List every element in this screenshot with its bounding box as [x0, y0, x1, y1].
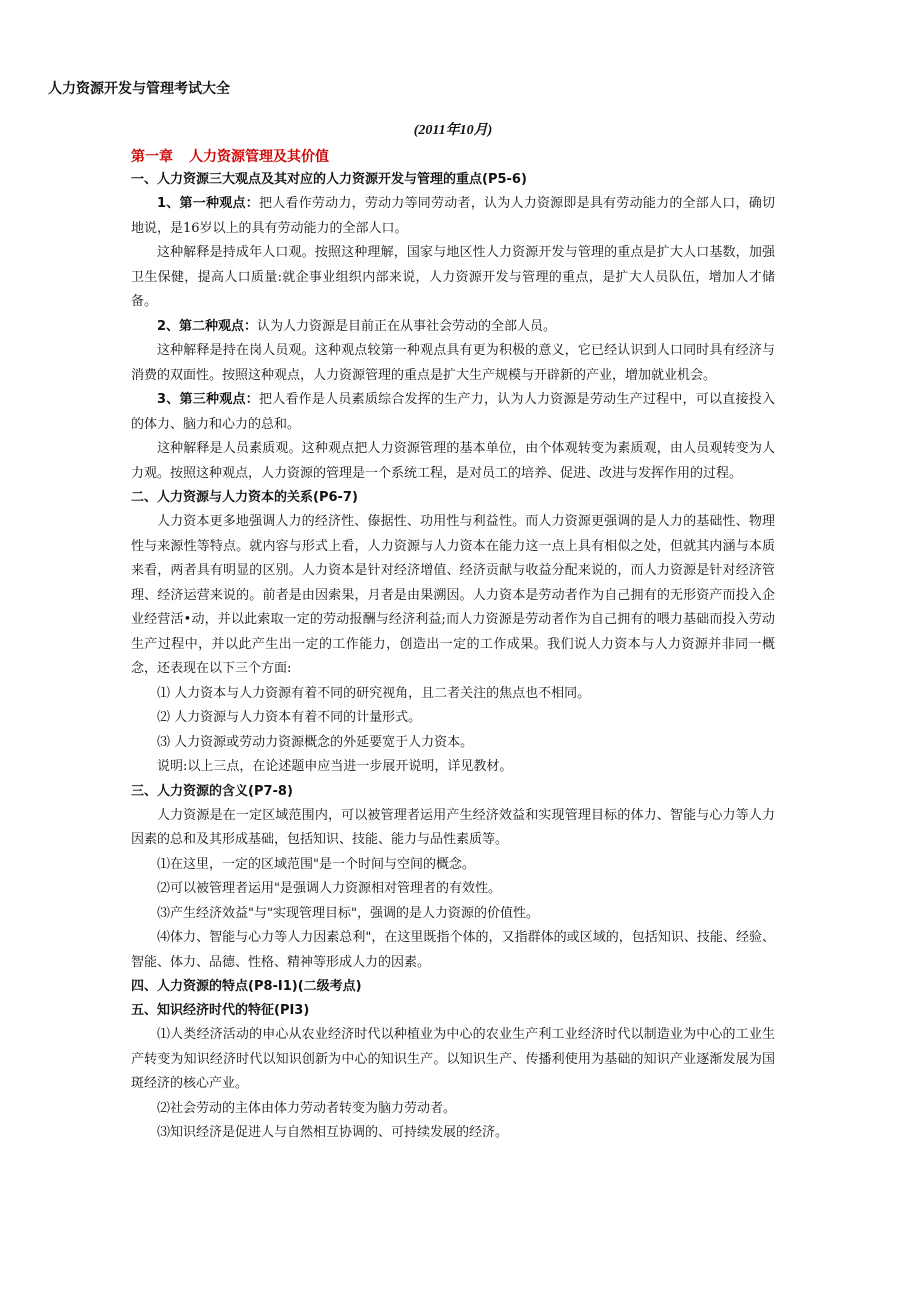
section-2-paragraph: 人力资本更多地强调人力的经济性、傣据性、功用性与利益性。而人力资源更强调的是人力的基础性、物理性与来源性等特点。就内容与形式上看，人力资源与人力资本在能力这一点上具有相似之处，但就其内涵与本质来看，两者具有明显的区别。人力资本是针对经济增值、经济贡献与收益分配来说的，而人力资源是针对经济管理、经济运营来说的。前者是由因索果，月者是由果溯因。人力资本是劳动者作为自己拥有的无形资产而投入企业经营活•动，并以此索取一定的劳动报酬与经济利益;而人力资源是劳动者作为自己拥有的喂力基础而投入劳动生产过程中，并以此产生出一定的工作能力，创造出一定的工作成果。我们说人力资本与人力资源并非同一概念，还表现在以下三个方面:: [131, 514, 775, 676]
section-heading-2: 二、人力资源与人力资本的关系(P6-7): [131, 490, 358, 505]
viewpoint-3-explanation: 这种解释是人员素质观。这种观点把人力资源管理的基本单位，由个体观转变为素质观，由人员观转变为人力观。按照这种观点，人力资源的管理是一个系统工程，是对员工的培养、促进、改进与发挥作用的过程。: [131, 441, 775, 481]
chapter-heading: [131, 146, 775, 168]
list-item: ⑵社会劳动的主体由体力劳动者转变为脑力劳动者。: [157, 1100, 457, 1116]
document-title: 人力资源开发与管理考试大全: [48, 81, 230, 97]
list-item: ⑶知识经济是促进人与自然相互协调的、可持续发展的经济。: [157, 1125, 509, 1140]
viewpoint-1-explanation: 这种解释是持成年人口观。按照这种理解，国家与地区性人力资源开发与管理的重点是扩大人口基数，加强卫生保健，提高人口质量:就企事业组织内部来说，人力资源开发与管理的重点，是扩大人员队伍，增加人才储备。: [131, 245, 775, 309]
viewpoint-2-explanation: 这种解释是持在岗人员观。这种观点较第一种观点具有更为积极的意义，它已经认识到人口同时具有经济与消费的双面性。按照这种观点，人力资源管理的重点是扩大生产规模与开辟新的产业，增加就业机会。: [131, 343, 775, 383]
viewpoint-2-label: 2、第二种观点：: [157, 318, 258, 334]
chapter-title: 人力资源管理及其价值: [189, 149, 329, 165]
list-item: ⑴ 人力资本与人力资源有着不同的研究视角，且二者关注的焦点也不相同。: [157, 685, 591, 701]
document-body: [131, 120, 775, 1146]
list-item: ⑵可以被管理者运用"是强调人力资源相对管理者的有效性。: [157, 881, 501, 896]
section-2-note: 说明:以上三点，在论述题申应当进一步展开说明，详见教材。: [157, 759, 513, 774]
list-item: ⑴在这里，一定的区域范围"是一个时间与空间的概念。: [157, 856, 475, 872]
list-item: ⑶产生经济效益"与"实现管理目标"，强调的是人力资源的价值性。: [157, 905, 539, 921]
document-date: (2011年10月): [413, 123, 493, 138]
viewpoint-1-label: 1、第一种观点：: [157, 196, 259, 211]
section-3-paragraph: 人力资源是在一定区域范围内，可以被管理者运用产生经济效益和实现管理目标的体力、智能与心力等人力因素的总和及其形成基础，包括知识、技能、能力与品性素质等。: [131, 807, 775, 847]
section-heading-5: 五、知识经济时代的特征(PI3): [131, 1003, 310, 1018]
viewpoint-1-text: 把人看作劳动力，劳动力等同劳动者，认为人力资源即是具有劳动能力的全部人口，确切地说，是16岁以上的具有劳动能力的全部人口。: [131, 196, 775, 236]
viewpoint-2: [131, 315, 775, 340]
viewpoint-2-text: 认为人力资源是目前正在从事社会劳动的全部人员。: [257, 318, 557, 334]
list-item: ⑷体力、智能与心力等人力因素总利"，在这里既指个体的，又指群体的或区域的，包括知识、技能、经验、智能、体力、品德、性格、精神等形成人力的因素。: [131, 930, 775, 970]
list-item: ⑶ 人力资源或劳动力资源概念的外延要宽于人力资本。: [157, 734, 474, 750]
list-item: ⑵ 人力资源与人力资本有着不同的计量形式。: [157, 710, 422, 725]
section-heading-3: 三、人力资源的含义(P7-8): [131, 783, 293, 799]
section-heading-1: 一、人力资源三大观点及其对应的人力资源开发与管理的重点(P5-6): [131, 172, 527, 187]
viewpoint-3-label: 3、第三种观点：: [157, 392, 259, 407]
list-item: ⑴人类经济活动的申心从农业经济时代以种植业为中心的农业生产利工业经济时代以制造业为中心的工业生产转变为知识经济时代以知识创新为中心的知识生产。以知识生产、传播利使用为基础的知识产业逐渐发展为国斑经济的核心产业。: [131, 1027, 775, 1091]
viewpoint-3: [131, 388, 775, 437]
viewpoint-1: [131, 192, 775, 241]
section-heading-4: 四、人力资源的特点(P8-I1)(二级考点): [131, 979, 362, 994]
viewpoint-3-text: 把人看作是人员素质综合发挥的生产力，认为人力资源是劳动生产过程中，可以直接投入的体力、脑力和心力的总和。: [131, 392, 775, 432]
chapter-number: 第一章: [131, 149, 173, 165]
